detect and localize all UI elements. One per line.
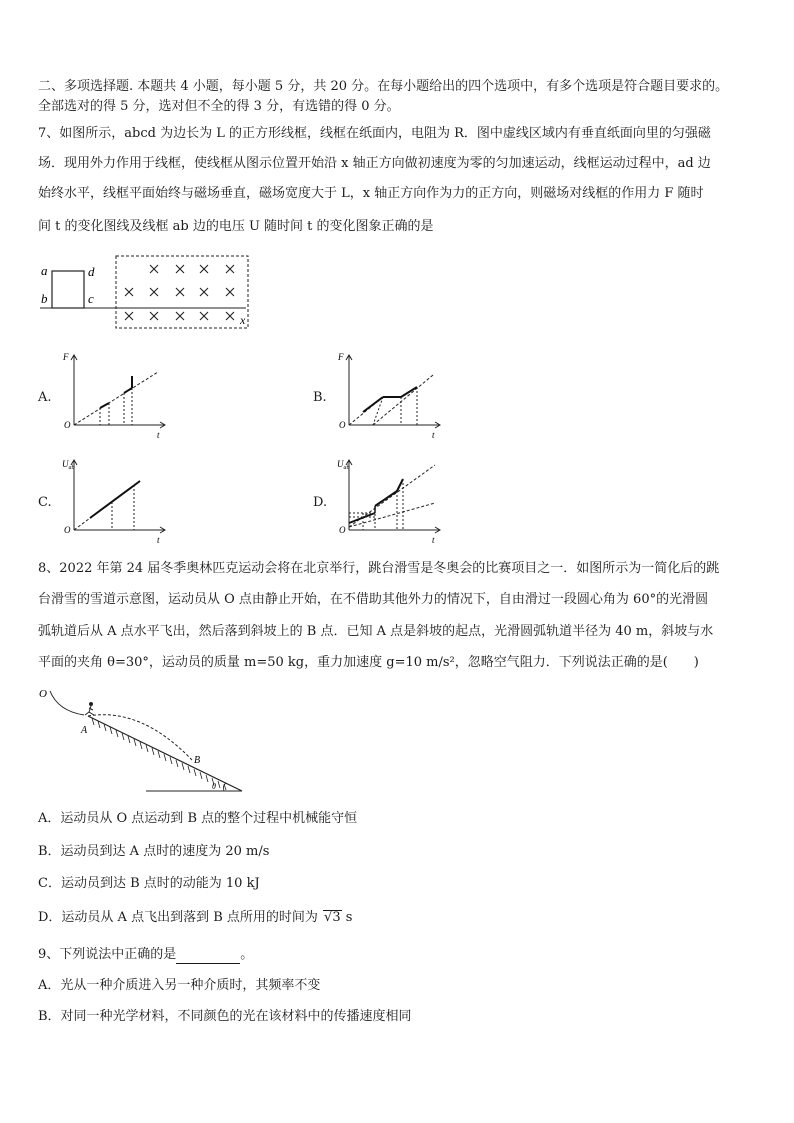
circular-track <box>50 691 84 715</box>
q8-option-d: D．运动员从 A 点飞出到落到 B 点所用的时间为 √3 s <box>38 910 353 925</box>
svg-text:t: t <box>432 430 435 440</box>
svg-text:O: O <box>339 420 346 430</box>
svg-text:Uab: $U_{ab}$ <box>337 459 350 471</box>
q9-stem: 9、下列说法中正确的是 。 <box>38 947 254 962</box>
svg-text:O: O <box>64 420 71 430</box>
svg-text:θ: θ <box>212 782 216 791</box>
svg-text:O: O <box>64 525 71 535</box>
label-x: x <box>240 313 246 327</box>
sqrt-symbol: √3 <box>324 910 341 925</box>
q9-option-b: B．对同一种光学材料，不同颜色的光在该材料中的传播速度相同 <box>38 1009 412 1024</box>
q7-graph-d <box>335 455 445 550</box>
label-a: a <box>41 263 48 278</box>
field-crosses <box>125 265 234 320</box>
q7-graph-b <box>335 350 445 445</box>
q7-field-figure <box>36 252 256 334</box>
q7-option-b-label: B. <box>313 390 327 405</box>
q8-stem-line-2: 台滑雪的雪道示意图，运动员从 O 点由静止开始，在不借助其他外力的情况下，自由滑过一段圆心角为 60°的光滑圆 <box>38 592 709 607</box>
slope-hatching <box>92 718 226 790</box>
q8-stem-line-3: 弧轨道后从 A 点水平飞出，然后落到斜坡上的 B 点．已知 A 点是斜坡的起点，光滑圆弧轨道半径为 40 m，斜坡与水 <box>38 624 714 639</box>
q7-option-a-label: A. <box>38 390 52 405</box>
svg-text:t: t <box>157 535 160 545</box>
trajectory <box>88 715 192 760</box>
section-header-line-1: 二、多项选择题. 本题共 4 小题，每小题 5 分，共 20 分。在每小题给出的四个选项中，有多个选项是符合题目要求的。 <box>38 79 729 94</box>
answer-blank <box>176 949 240 964</box>
svg-text:t: t <box>432 535 435 545</box>
q7-stem-line-3: 始终水平，线框平面始终与磁场垂直，磁场宽度大于 L，x 轴正方向作为力的正方向，则磁场对线框的作用力 F 随时 <box>38 186 704 201</box>
q7-stem-line-1: 7、如图所示，abcd 为边长为 L 的正方形线框，线框在纸面内，电阻为 R．图中虚线区域内有垂直纸面向里的匀强磁 <box>38 126 711 141</box>
q8-stem-line-1: 8、2022 年第 24 届冬季奥林匹克运动会将在北京举行，跳台滑雪是冬奥会的比赛项目之一．如图所示为一简化后的跳 <box>38 561 720 576</box>
skier-icon <box>89 702 93 706</box>
q9-option-a: A．光从一种介质进入另一种介质时，其频率不变 <box>38 978 321 993</box>
q7-option-c-label: C. <box>38 495 52 510</box>
q7-option-d-label: D. <box>313 495 328 510</box>
q8-option-a: A．运动员从 O 点运动到 B 点的整个过程中机械能守恒 <box>38 811 358 826</box>
svg-text:F: F <box>338 352 344 362</box>
label-d: d <box>88 264 95 279</box>
slope-line <box>88 716 242 791</box>
svg-text:Uab: $U_{ab}$ <box>62 459 75 471</box>
q7-graph-a <box>60 350 170 445</box>
svg-text:O: O <box>339 525 346 535</box>
q8-option-b: B．运动员到达 A 点时的速度为 20 m/s <box>38 844 270 859</box>
q7-graph-c <box>60 455 170 550</box>
q8-ski-slope-figure <box>36 685 251 795</box>
svg-text:O: O <box>39 688 47 700</box>
label-b: b <box>41 291 48 306</box>
svg-text:B: B <box>194 755 201 766</box>
svg-text:t: t <box>157 430 160 440</box>
square-loop <box>52 271 84 308</box>
label-c: c <box>88 291 94 306</box>
section-header-line-2: 全部选对的得 5 分，选对但不全的得 3 分，有选错的得 0 分。 <box>38 99 400 114</box>
q7-stem-line-2: 场．现用外力作用于线框，使线框从图示位置开始沿 x 轴正方向做初速度为零的匀加速运动，线框运动过程中，ad 边 <box>38 156 711 171</box>
q8-stem-line-4: 平面的夹角 θ=30°，运动员的质量 m=50 kg，重力加速度 g=10 m/s²，忽略空气阻力．下列说法正确的是( ) <box>38 655 699 670</box>
q8-option-c: C．运动员到达 B 点时的动能为 10 kJ <box>38 876 260 891</box>
svg-text:A: A <box>81 725 88 736</box>
q7-stem-line-4: 间 t 的变化图线及线框 ab 边的电压 U 随时间 t 的变化图象正确的是 <box>38 219 434 234</box>
svg-text:F: F <box>63 352 69 362</box>
